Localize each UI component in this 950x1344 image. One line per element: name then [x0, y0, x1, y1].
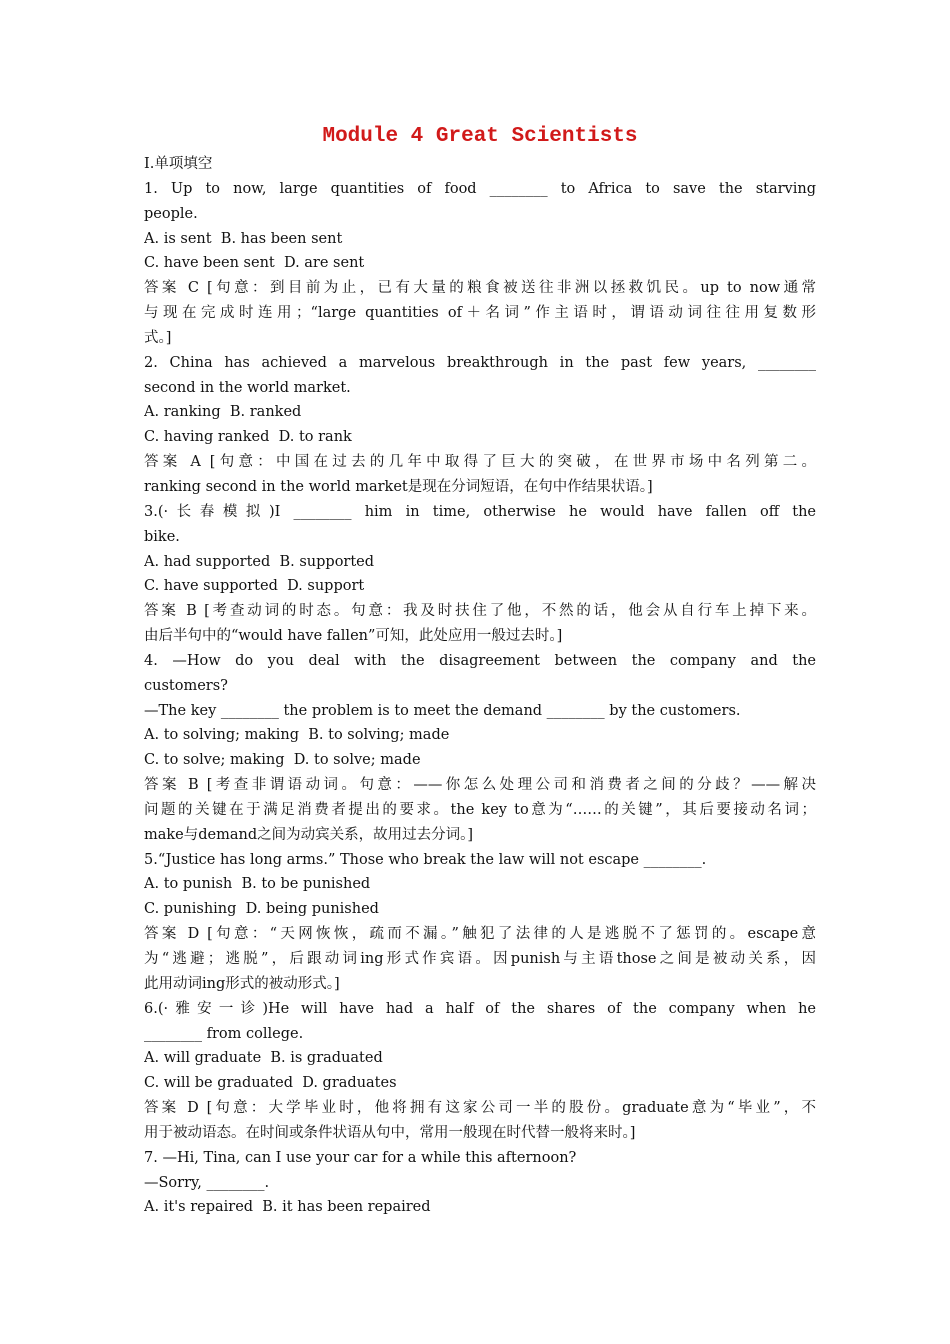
text-line: A. to solving; making B. to solving; made: [144, 727, 450, 744]
text-line: 3.(·长春模拟)I ________ him in time, otherwise he would have fallen off the: [144, 503, 816, 520]
section-heading: Ⅰ.单项填空: [144, 156, 213, 172]
text-line: C. punishing D. being punished: [144, 901, 379, 918]
text-line: 5.“Justice has long arms.” Those who break the law will not escape ________.: [144, 851, 707, 868]
text-line: 问题的关键在于满足消费者提出的要求。the key to意为“……的关键”，其后要接动名词；: [144, 801, 816, 818]
text-line: A. ranking B. ranked: [144, 404, 302, 421]
text-line: 7. —Hi, Tina, can I use your car for a while this afternoon?: [144, 1149, 577, 1166]
text-line: ranking second in the world market是现在分词短语，在句中作结果状语。]: [144, 478, 653, 495]
text-line: 答案 A [句意：中国在过去的几年中取得了巨大的突破，在世界市场中名列第二。: [144, 454, 816, 471]
text-line: A. had supported B. supported: [144, 553, 375, 570]
text-line: 式。]: [144, 329, 172, 346]
text-line: —The key ________ the problem is to meet the demand ________ by the customers.: [144, 702, 741, 719]
page-title: Module 4 Great Scientists: [322, 125, 638, 148]
text-line: 答案 B [考查动词的时态。句意：我及时扶住了他，不然的话，他会从自行车上掉下来。: [144, 603, 816, 620]
text-line: C. have been sent D. are sent: [144, 255, 365, 272]
text-line: 与现在完成时连用；“large quantities of＋名词”作主语时，谓语动词往往用复数形: [144, 305, 816, 322]
text-line: 2. China has achieved a marvelous breakthrough in the past few years, ________: [144, 354, 816, 371]
text-line: 此用动词ing形式的被动形式。]: [144, 975, 340, 992]
text-line: 由后半句中的“would have fallen”可知，此处应用一般过去时。]: [144, 628, 563, 645]
text-line: —Sorry, ________.: [144, 1174, 270, 1191]
text-line: make与demand之间为动宾关系，故用过去分词。]: [144, 826, 474, 843]
text-line: C. to solve; making D. to solve; made: [144, 752, 421, 769]
text-line: A. it's repaired B. it has been repaired: [144, 1199, 431, 1216]
text-line: 1. Up to now, large quantities of food ________ to Africa to save the starving: [144, 180, 816, 197]
text-line: 答案 D [句意：“天网恢恢，疏而不漏。”触犯了法律的人是逃脱不了惩罚的。escape意: [144, 926, 816, 943]
exercise-body: [144, 177, 816, 1220]
text-line: C. will be graduated D. graduates: [144, 1075, 397, 1092]
text-line: A. is sent B. has been sent: [144, 230, 343, 247]
text-line: 6.(·雅安一诊)He will have had a half of the shares of the company when he: [144, 1000, 816, 1017]
text-line: 用于被动语态。在时间或条件状语从句中，常用一般现在时代替一般将来时。]: [144, 1124, 636, 1141]
text-line: A. to punish B. to be punished: [144, 876, 371, 893]
text-line: A. will graduate B. is graduated: [144, 1050, 383, 1067]
text-line: 答案 C [句意：到目前为止，已有大量的粮食被送往非洲以拯救饥民。up to now通常: [144, 280, 816, 297]
text-line: 为“逃避；逃脱”，后跟动词ing形式作宾语。因punish与主语those之间是被动关系，因: [144, 951, 816, 967]
text-line: second in the world market.: [144, 379, 351, 396]
text-line: 4. —How do you deal with the disagreement between the company and the: [144, 652, 816, 669]
text-line: customers?: [144, 677, 228, 694]
text-line: 答案 B [考查非谓语动词。句意：——你怎么处理公司和消费者之间的分歧？——解决: [144, 777, 816, 794]
text-line: bike.: [144, 528, 180, 545]
text-line: ________ from college.: [144, 1025, 304, 1042]
text-line: C. have supported D. support: [144, 578, 365, 595]
text-line: C. having ranked D. to rank: [144, 429, 352, 446]
document-page: [144, 122, 816, 1220]
text-line: 答案 D [句意：大学毕业时，他将拥有这家公司一半的股份。graduate意为“毕业”，不: [144, 1100, 816, 1117]
text-line: people.: [144, 205, 198, 222]
